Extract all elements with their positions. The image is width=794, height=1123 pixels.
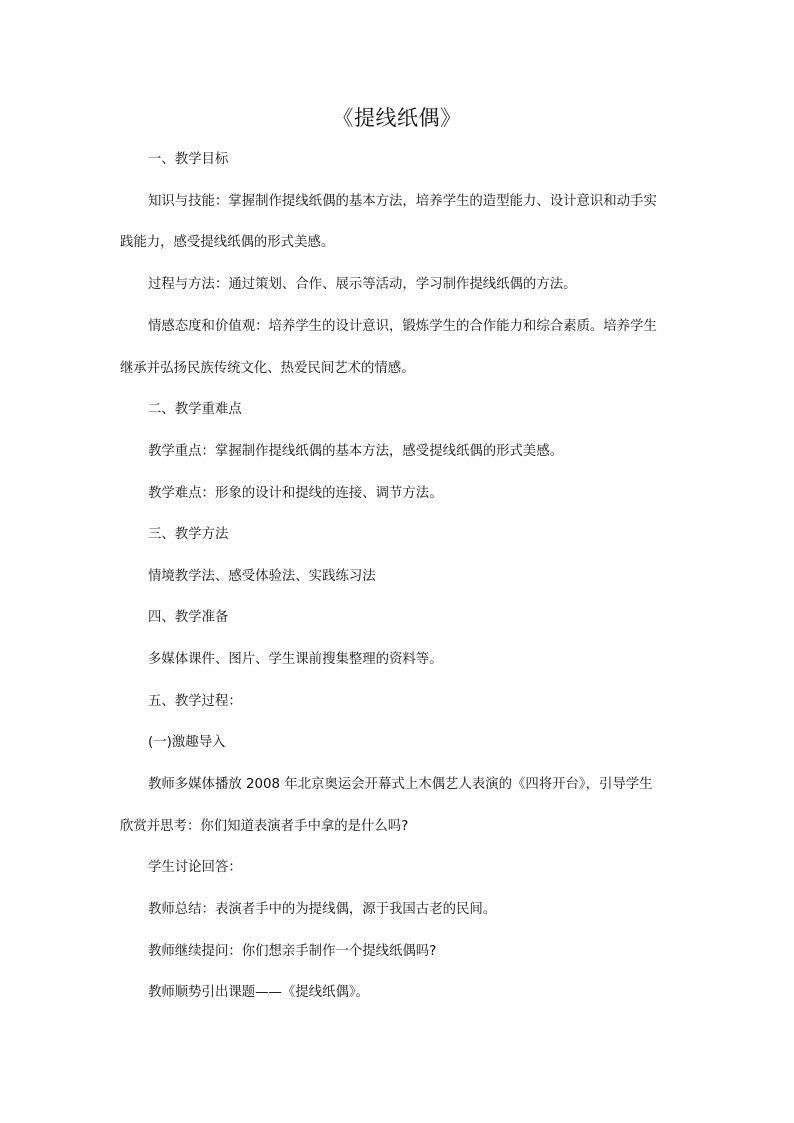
paragraph-video-line2: 欣赏并思考：你们知道表演者手中拿的是什么吗? [120, 819, 409, 834]
section-heading-goals: 一、教学目标 [148, 152, 229, 167]
paragraph-discussion: 学生讨论回答： [148, 860, 242, 875]
document-title: 《提线纸偶》 [332, 106, 462, 130]
paragraph-preparation: 多媒体课件、图片、学生课前搜集整理的资料等。 [148, 652, 443, 667]
paragraph-emotion-line1: 情感态度和价值观：培养学生的设计意识，锻炼学生的合作能力和综合素质。培养学生 [148, 319, 657, 334]
paragraph-video-line1: 教师多媒体播放 2008 年北京奥运会开幕式上木偶艺人表演的《四将开台》，引导学生 [148, 777, 653, 792]
paragraph-process: 过程与方法：通过策划、合作、展示等活动，学习制作提线纸偶的方法。 [148, 277, 577, 292]
section-heading-procedure: 五、教学过程： [148, 694, 242, 709]
paragraph-summary: 教师总结：表演者手中的为提线偶，源于我国古老的民间。 [148, 902, 497, 917]
paragraph-knowledge-line1: 知识与技能：掌握制作提线纸偶的基本方法，培养学生的造型能力、设计意识和动手实 [148, 194, 657, 209]
paragraph-knowledge-line2: 践能力，感受提线纸偶的形式美感。 [120, 235, 335, 250]
section-heading-preparation: 四、教学准备 [148, 610, 229, 625]
paragraph-question: 教师继续提问：你们想亲手制作一个提线纸偶吗? [148, 944, 437, 959]
section-heading-key-points: 二、教学重难点 [148, 402, 242, 417]
paragraph-focus: 教学重点：掌握制作提线纸偶的基本方法，感受提线纸偶的形式美感。 [148, 444, 564, 459]
section-heading-methods: 三、教学方法 [148, 527, 229, 542]
paragraph-topic: 教师顺势引出课题——《提线纸偶》。 [148, 985, 369, 1000]
paragraph-difficulty: 教学难点：形象的设计和提线的连接、调节方法。 [148, 486, 443, 501]
paragraph-methods: 情境教学法、感受体验法、实践练习法 [148, 569, 376, 584]
paragraph-emotion-line2: 继承并弘扬民族传统文化、热爱民间艺术的情感。 [120, 361, 415, 376]
subheading-intro: (一)激趣导入 [148, 735, 226, 750]
